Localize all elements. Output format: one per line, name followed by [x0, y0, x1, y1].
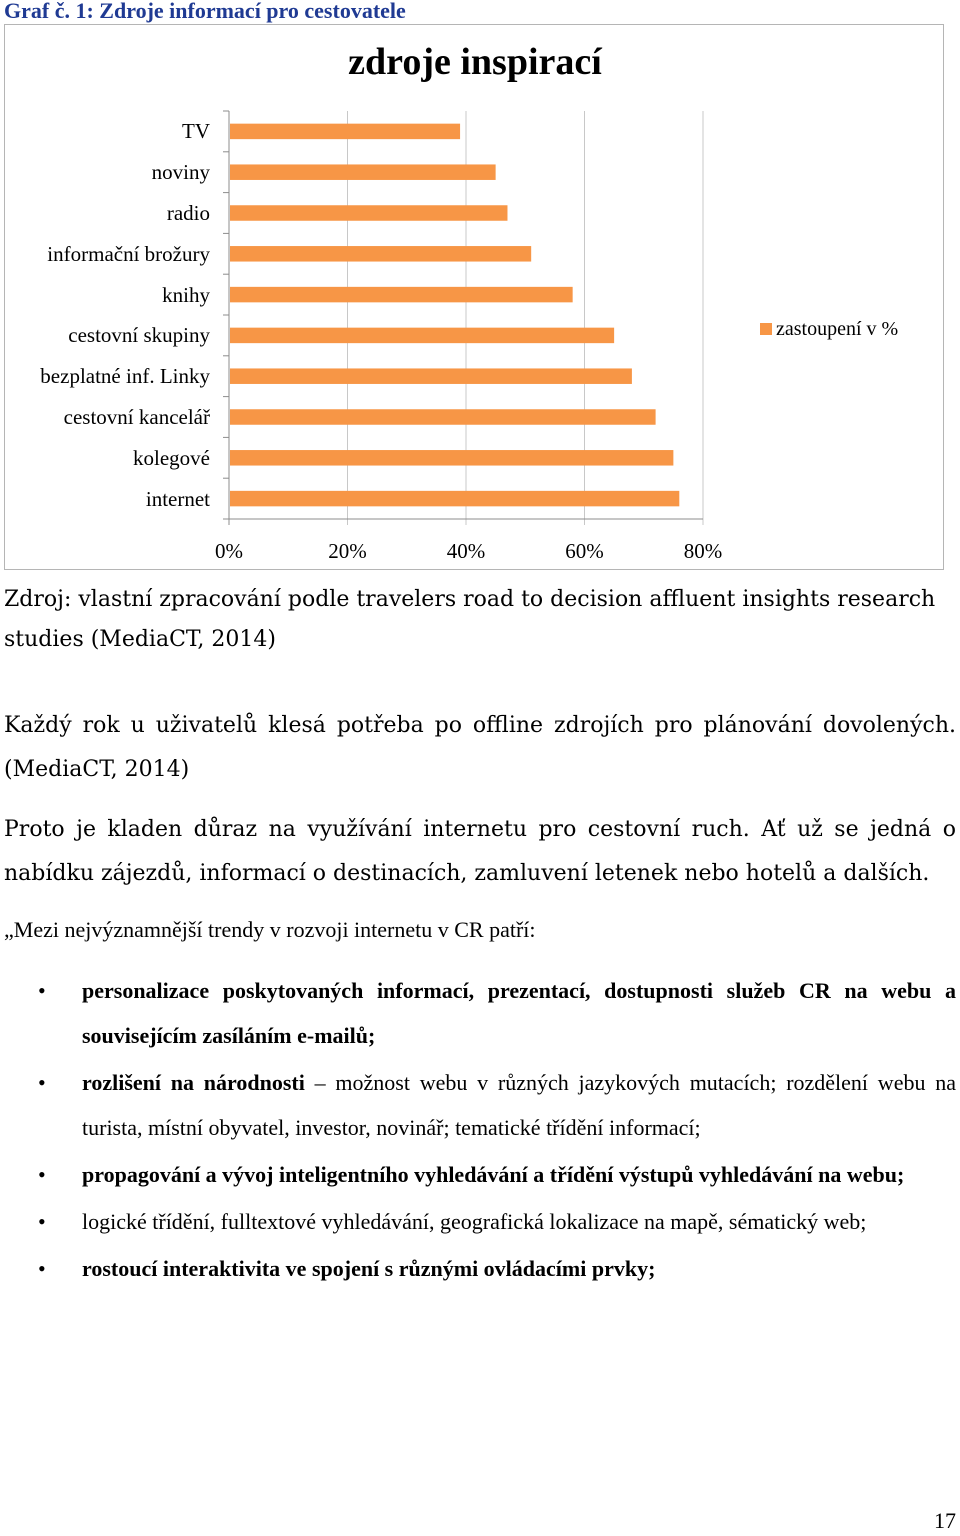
bar-9	[230, 450, 673, 466]
chart-legend	[760, 318, 898, 341]
x-tick-label: 0%	[215, 539, 243, 563]
trends-list	[0, 968, 956, 1293]
bar-1	[230, 124, 460, 139]
bar-7	[230, 368, 632, 384]
paragraph-line: Každý rok u uživatelů klesá potřeba po offline zdrojích pro plánování dovolených.	[4, 713, 956, 738]
category-label: radio	[166, 201, 210, 225]
chart-plot	[0, 0, 960, 600]
list-item: • propagování a vývoj inteligentního vyhledávání a třídění výstupů vyhledávání na webu;	[0, 1152, 956, 1197]
x-tick-label: 20%	[328, 539, 367, 563]
chart-title: zdroje inspirací	[348, 41, 602, 83]
category-label: cestovní kancelář	[63, 405, 210, 429]
list-item: • logické třídění, fulltextové vyhledávání, geografická lokalizace na mapě, sématický web;	[0, 1199, 956, 1244]
list-item: • personalizace poskytovaných informací, prezentací, dostupnosti služeb CR na webu a souvisejícím zasíláním e-mailů;	[0, 968, 956, 1058]
x-tick-label: 80%	[683, 539, 723, 563]
bullet-icon: •	[38, 978, 46, 1003]
bar-8	[230, 409, 656, 425]
category-label: noviny	[151, 160, 210, 185]
x-tick-label: 40%	[446, 539, 486, 563]
x-tick-label: 60%	[565, 539, 604, 563]
list-item: • rozlišení na národnosti – možnost webu v různých jazykových mutacích; rozdělení webu na turista, místní obyvatel, investor, novinář; tematické třídění informací;	[0, 1060, 956, 1150]
paragraph-offline-sources	[4, 704, 956, 792]
category-label: kolegové	[133, 445, 210, 470]
paragraph-citation: (MediaCT, 2014)	[4, 757, 190, 782]
bar-10	[230, 491, 679, 507]
category-label: bezplatné inf. Linky	[40, 364, 210, 389]
bullet-icon: •	[38, 1256, 46, 1281]
category-label: knihy	[162, 282, 210, 307]
bar-2	[230, 164, 496, 180]
legend-swatch	[760, 323, 772, 335]
category-label: informační brožury	[47, 241, 210, 266]
bullet-icon: •	[38, 1070, 46, 1095]
bullet-icon: •	[38, 1209, 46, 1234]
figure-source: Zdroj: vlastní zpracování podle travelers road to decision affluent insights research studies (MediaCT, 2014)	[4, 587, 936, 652]
figure-caption: Graf č. 1: Zdroje informací pro cestovatele	[4, 0, 406, 23]
trends-lead: „Mezi nejvýznamnější trendy v rozvoji internetu v CR patří:	[4, 917, 536, 942]
page-number: 17	[934, 1508, 956, 1533]
legend-label: zastoupení v %	[776, 318, 899, 340]
bar-3	[230, 205, 507, 221]
category-label: cestovní skupiny	[68, 323, 210, 348]
list-item: • rostoucí interaktivita ve spojení s různými ovládacími prvky;	[0, 1246, 956, 1291]
bullet-icon: •	[38, 1162, 46, 1187]
category-label: TV	[182, 119, 210, 144]
bar-4	[230, 246, 531, 261]
bar-5	[230, 287, 573, 303]
bar-6	[230, 328, 614, 344]
category-label: internet	[145, 486, 210, 511]
paragraph-internet-emphasis: Proto je kladen důraz na využívání internetu pro cestovní ruch. Ať už se jedná o nabídku zájezdů, informací o destinacích, zamluvení letenek nebo hotelů a dalších.	[4, 817, 956, 886]
